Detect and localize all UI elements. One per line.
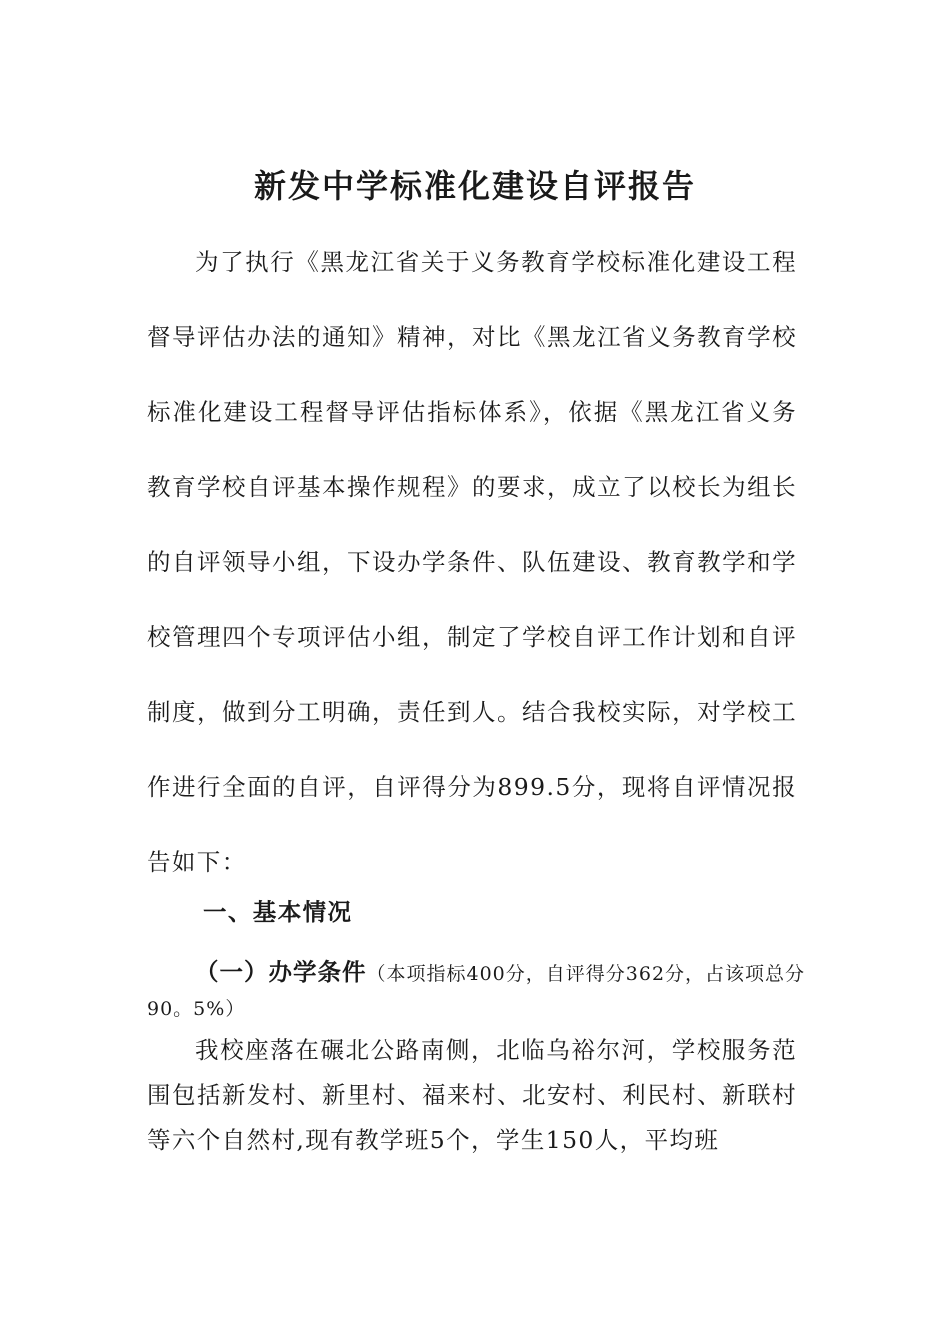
body-paragraph: 我校座落在碾北公路南侧，北临乌裕尔河，学校服务范围包括新发村、新里村、福来村、北安村、利民村、新联村等六个自然村,现有教学班5个，学生150人，平均班 [147, 1036, 797, 1154]
section-heading-basic-info: 一、基本情况 [203, 898, 353, 926]
subsection-school-conditions [147, 955, 807, 1027]
subsection-score-note: （本项指标400分，自评得分362分，占该项总分90。5%） [147, 963, 806, 1020]
intro-paragraph: 为了执行《黑龙江省关于义务教育学校标准化建设工程督导评估办法的通知》精神，对比《黑龙江省义务教育学校标准化建设工程督导评估指标体系》，依据《黑龙江省义务教育学校自评基本操作规程》的要求，成立了以校长为组长的自评领导小组，下设办学条件、队伍建设、教育教学和学校管理四个专项评估小组，制定了学校自评工作计划和自评制度，做到分工明确，责任到人。结合我校实际，对学校工作进行全面的自评，自评得分为899.5分，现将自评情况报告如下： [147, 248, 797, 876]
document-title: 新发中学标准化建设自评报告 [253, 167, 696, 205]
subsection-heading: （一）办学条件 [195, 958, 367, 986]
